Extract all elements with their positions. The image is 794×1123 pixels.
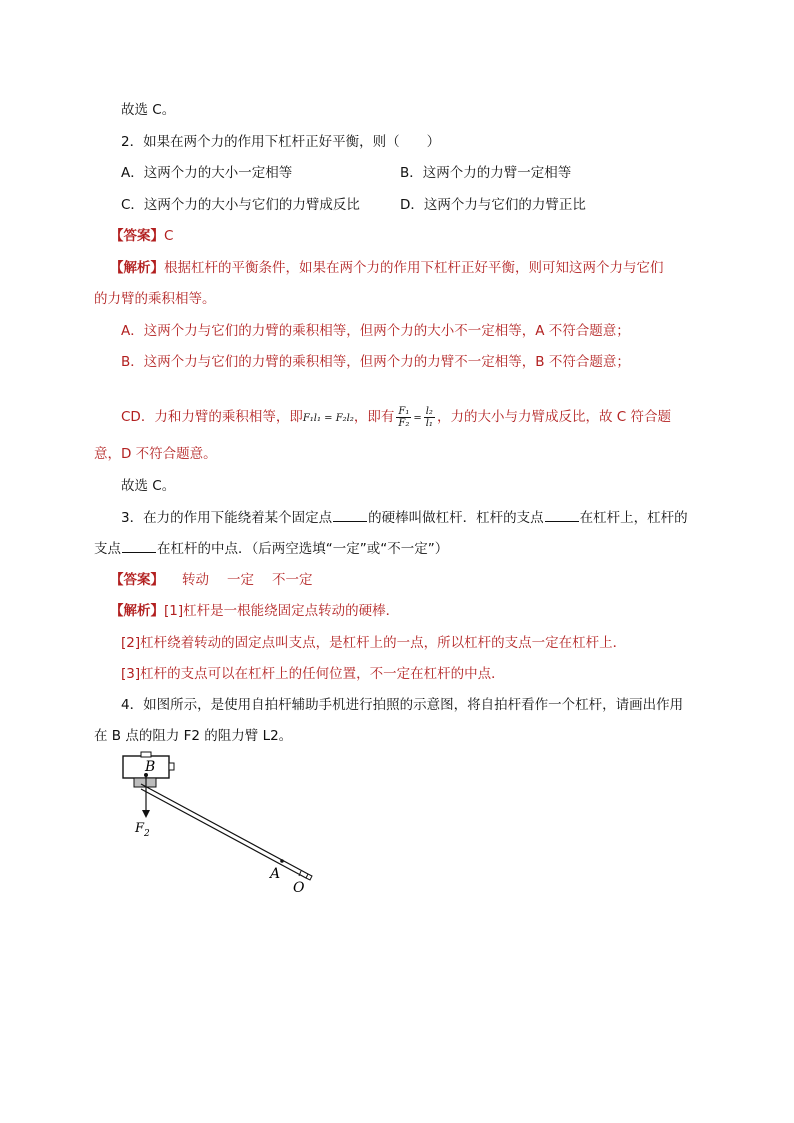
q3-blank-3 (122, 538, 156, 553)
label-a: A (270, 866, 281, 882)
fraction-force-num: F₁ (398, 405, 410, 417)
eq-right: F₂l₂ (335, 413, 354, 424)
q1-choose: 故选 C。 (121, 102, 176, 118)
eq-equals: = (320, 413, 336, 424)
label-f2 (134, 821, 150, 839)
label-o: O (293, 880, 305, 896)
q3-analysis-3: [3]杠杆的支点可以在杠杆上的任何位置，不一定在杠杆的中点． (121, 666, 505, 682)
eq-left: F₁l₁ (302, 413, 321, 424)
selfie-stick-figure (115, 750, 335, 900)
stick-end (306, 874, 312, 880)
analysis-cd-text-1: CD．力和力臂的乘积相等，即 (121, 409, 303, 425)
q2-analysis-cd-2: 意，D 不符合题意。 (94, 446, 217, 462)
fraction-arm (424, 406, 435, 429)
frac-equals: = (413, 413, 422, 424)
holder-side-tab (169, 763, 174, 770)
answer-2: 一定 (227, 572, 254, 588)
q3-stem-2a: 支点 (94, 541, 121, 557)
analysis-label: 【解析】 (110, 603, 164, 619)
q3-stem-1c: 在杠杆上，杠杆的 (579, 510, 688, 526)
product-equation (303, 413, 354, 424)
q2-answer (110, 226, 173, 246)
analysis-cd-text-3: ，力的大小与力臂成反比，故 C 符合题 (436, 409, 671, 425)
q2-analysis-line-2: 的力臂的乘积相等。 (94, 291, 216, 307)
q2-analysis-a: A．这两个力与它们的力臂的乘积相等，但两个力的大小不一定相等，A 不符合题意； (121, 323, 630, 339)
q2-option-c: C．这两个力的大小与它们的力臂成反比 (121, 197, 360, 213)
q2-analysis-b: B．这两个力与它们的力臂的乘积相等，但两个力的力臂不一定相等，B 不符合题意； (121, 354, 630, 370)
fraction-force (396, 406, 411, 429)
q2-option-a: A．这两个力的大小一定相等 (121, 165, 293, 181)
q3-analysis-1 (110, 601, 399, 621)
answer-label: 【答案】 (110, 228, 164, 244)
analysis-cd-text-2: ，即有 (353, 409, 395, 425)
answer-3: 不一定 (272, 572, 313, 588)
label-f-sub: 2 (144, 829, 150, 839)
fraction-arm-den: l₁ (425, 417, 433, 429)
point-a (280, 859, 284, 863)
q3-stem-2b: 在杠杆的中点．（后两空选填“一定”或“不一定”） (157, 541, 449, 557)
answer-label: 【答案】 (110, 572, 164, 588)
analysis-label: 【解析】 (110, 260, 164, 276)
analysis-text: [1]杠杆是一根能绕固定点转动的硬棒． (164, 603, 400, 619)
q3-stem-1b: 的硬棒叫做杠杆．杠杆的支点 (368, 510, 544, 526)
fraction-arm-num: l₂ (425, 405, 433, 417)
q3-blank-2 (545, 507, 579, 522)
label-f: F (135, 821, 145, 836)
q3-analysis-2: [2]杠杆绕着转动的固定点叫支点，是杠杆上的一点，所以杠杆的支点一定在杠杆上． (121, 635, 627, 651)
q2-option-b: B．这两个力的力臂一定相等 (400, 165, 572, 181)
q3-blank-1 (333, 507, 367, 522)
q2-choose: 故选 C。 (121, 478, 176, 494)
answer-1: 转动 (182, 572, 209, 588)
q2-analysis-cd (121, 400, 671, 436)
q4-stem-line-2: 在 B 点的阻力 F2 的阻力臂 L2。 (94, 728, 293, 744)
q3-answer (110, 570, 313, 590)
q2-analysis-line-1 (110, 258, 664, 278)
q3-stem-line-2 (94, 538, 448, 559)
q2-option-d: D．这两个力与它们的力臂正比 (400, 197, 586, 213)
answer-value: C (164, 228, 174, 244)
q2-stem: 2．如果在两个力的作用下杠杆正好平衡，则（ ） (121, 134, 441, 150)
q3-stem-line-1 (121, 507, 688, 528)
analysis-text: 根据杠杆的平衡条件，如果在两个力的作用下杠杆正好平衡，则可知这两个力与它们 (164, 260, 664, 276)
label-b: B (145, 759, 156, 775)
force-f2-arrowhead (142, 810, 150, 818)
q3-stem-1a: 3．在力的作用下能绕着某个固定点 (121, 510, 333, 526)
stick-edge-bottom (141, 789, 306, 878)
holder-top-tab (141, 752, 151, 757)
q4-stem-line-1: 4．如图所示，是使用自拍杆辅助手机进行拍照的示意图，将自拍杆看作一个杠杆，请画出作用 (121, 697, 684, 713)
fraction-force-den: F₂ (398, 417, 410, 429)
